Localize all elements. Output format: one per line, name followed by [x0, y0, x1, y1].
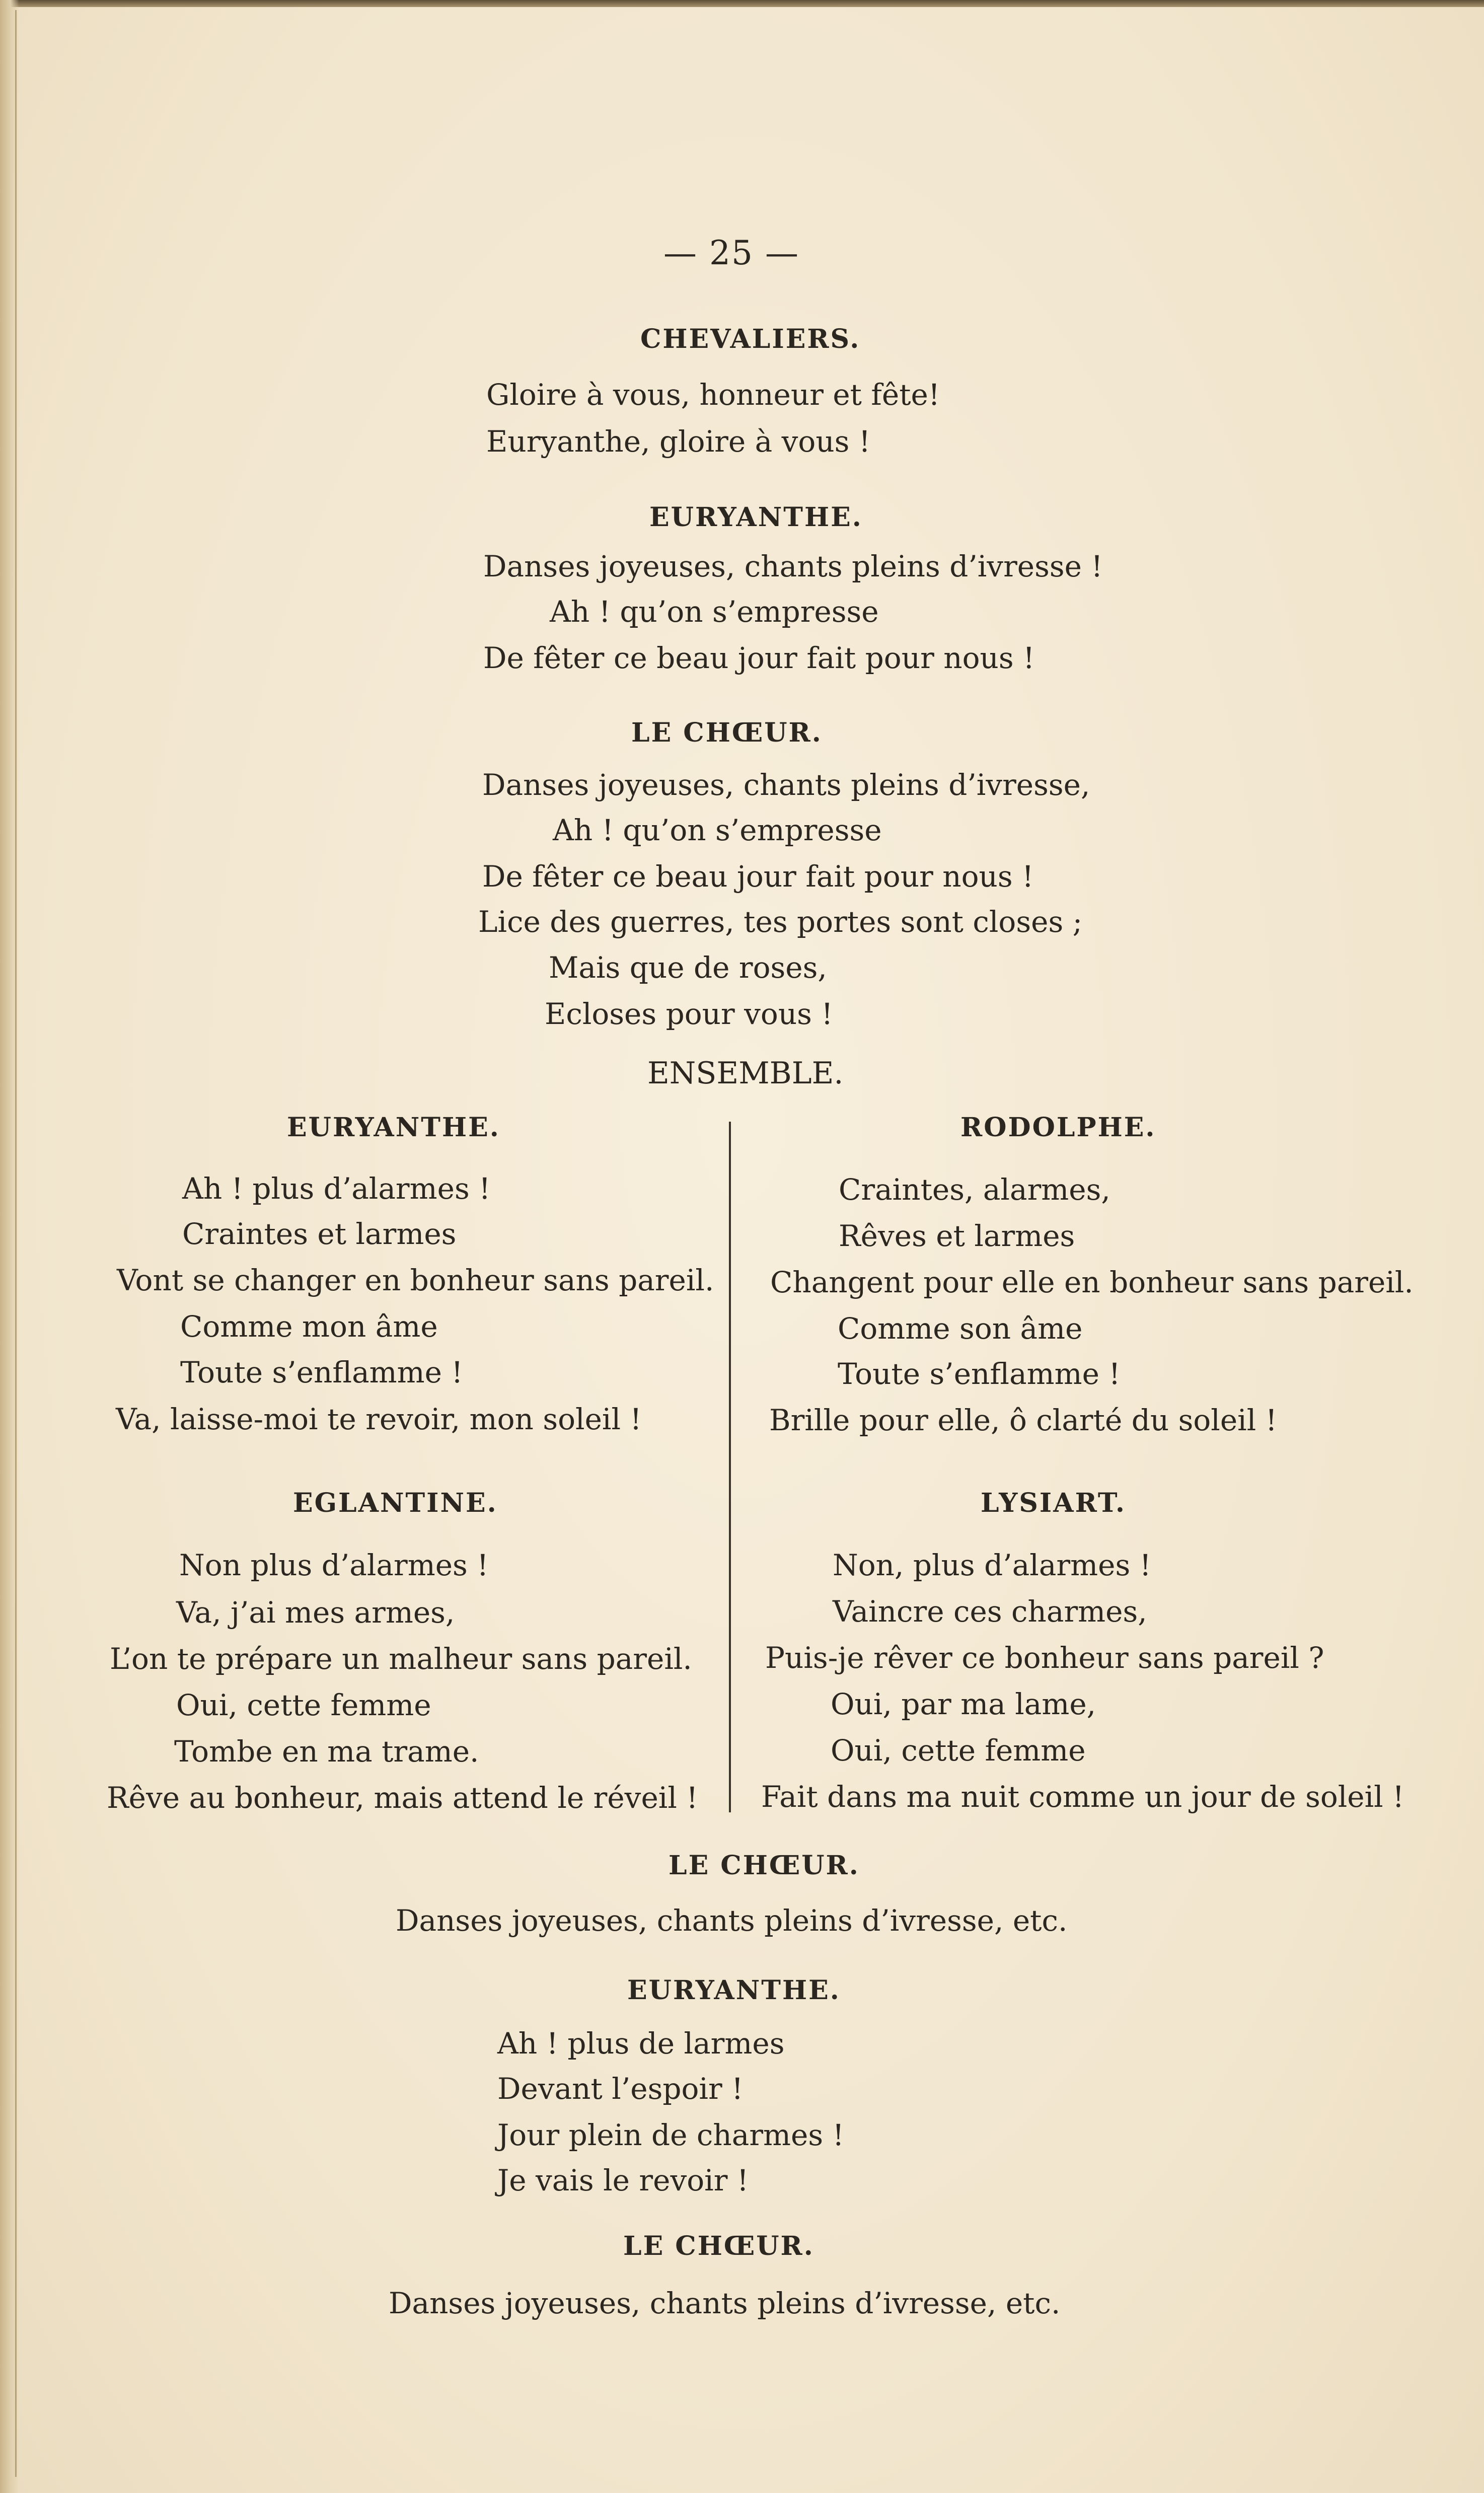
speaker-heading: LE CHŒUR. [631, 717, 823, 748]
verse-line: Craintes et larmes [182, 1217, 457, 1251]
verse-line: Toute s’enflamme ! [838, 1357, 1121, 1391]
verse-line: Oui, par ma lame, [831, 1687, 1096, 1721]
verse-line: L’on te prépare un malheur sans pareil. [110, 1642, 692, 1676]
verse-line: Brille pour elle, ô clarté du soleil ! [769, 1403, 1278, 1437]
verse-line: Fait dans ma nuit comme un jour de soleil ! [761, 1780, 1404, 1814]
verse-line: Jour plein de charmes ! [497, 2118, 844, 2152]
speaker-heading: EURYANTHE. [287, 1112, 500, 1143]
verse-line: Craintes, alarmes, [839, 1172, 1110, 1207]
verse-line: Oui, cette femme [831, 1733, 1086, 1768]
speaker-heading: LYSIART. [981, 1488, 1126, 1518]
speaker-heading: RODOLPHE. [960, 1112, 1156, 1143]
verse-line: Va, j’ai mes armes, [176, 1595, 455, 1630]
verse-line: Rêves et larmes [839, 1219, 1075, 1253]
verse-line: Danses joyeuses, chants pleins d’ivresse ! [483, 549, 1103, 583]
verse-line: Vont se changer en bonheur sans pareil. [117, 1263, 714, 1297]
verse-line: Changent pour elle en bonheur sans pareil. [770, 1265, 1414, 1299]
speaker-heading: EURYANTHE. [649, 502, 863, 533]
verse-line: Euryanthe, gloire à vous ! [486, 424, 871, 459]
verse-line: Non, plus d’alarmes ! [833, 1548, 1151, 1582]
verse-line: Je vais le revoir ! [497, 2163, 749, 2197]
verse-line: Danses joyeuses, chants pleins d’ivresse, etc. [389, 2286, 1061, 2320]
speaker-heading: CHEVALIERS. [640, 324, 861, 354]
verse-line: Rêve au bonheur, mais attend le réveil ! [107, 1781, 698, 1815]
verse-line: Ecloses pour vous ! [545, 997, 833, 1031]
speaker-heading: LE CHŒUR. [623, 2231, 814, 2261]
page-number: — 25 — [663, 234, 799, 272]
verse-line: Ah ! qu’on s’empresse [553, 813, 882, 847]
verse-line: Toute s’enflamme ! [180, 1355, 463, 1389]
column-divider [729, 1122, 731, 1812]
verse-line: Tombe en ma trame. [174, 1734, 479, 1769]
binding-rule [15, 10, 17, 2477]
verse-line: Non plus d’alarmes ! [179, 1548, 489, 1582]
verse-line: De fêter ce beau jour fait pour nous ! [482, 859, 1034, 894]
page-top-edge [0, 0, 1484, 7]
speaker-heading: EURYANTHE. [627, 1975, 841, 2006]
verse-line: Va, laisse-moi te revoir, mon soleil ! [116, 1402, 642, 1436]
verse-line: Vaincre ces charmes, [833, 1594, 1147, 1629]
verse-line: Danses joyeuses, chants pleins d’ivresse, [482, 768, 1090, 802]
speaker-heading: LE CHŒUR. [669, 1850, 860, 1881]
ensemble-label: ENSEMBLE. [647, 1056, 844, 1091]
verse-line: Gloire à vous, honneur et fête! [486, 378, 940, 412]
verse-line: Devant l’espoir ! [497, 2072, 744, 2106]
verse-line: Comme son âme [838, 1311, 1083, 1346]
verse-line: Oui, cette femme [176, 1688, 431, 1722]
verse-line: Danses joyeuses, chants pleins d’ivresse, etc. [396, 1903, 1068, 1938]
verse-line: Ah ! plus de larmes [497, 2026, 785, 2061]
verse-line: Ah ! qu’on s’empresse [550, 595, 879, 629]
verse-line: Mais que de roses, [549, 950, 827, 985]
speaker-heading: EGLANTINE. [293, 1488, 498, 1518]
verse-line: Ah ! plus d’alarmes ! [182, 1171, 491, 1206]
verse-line: Comme mon âme [180, 1309, 438, 1344]
verse-line: De fêter ce beau jour fait pour nous ! [483, 641, 1035, 675]
verse-line: Puis-je rêver ce bonheur sans pareil ? [765, 1641, 1324, 1675]
verse-line: Lice des guerres, tes portes sont closes ; [478, 905, 1083, 939]
